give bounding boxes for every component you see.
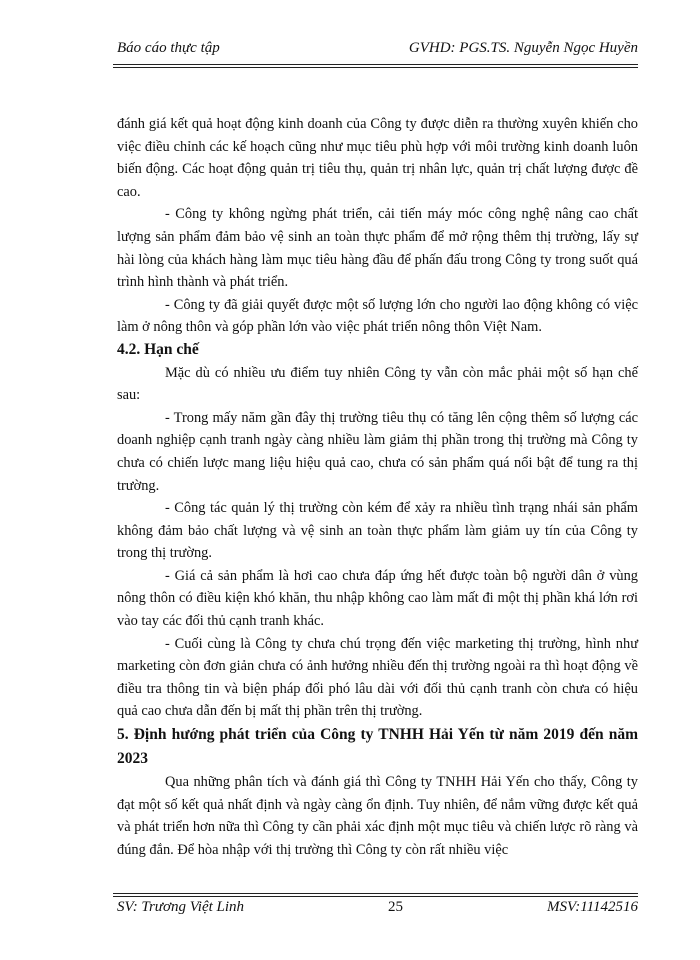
section-heading-5: 5. Định hướng phát triển của Công ty TNHH Hải Yến từ năm 2019 đến năm 2023 — [117, 726, 638, 768]
page-footer — [117, 899, 638, 916]
header-supervisor: GVHD: PGS.TS. Nguyễn Ngọc Huyền — [408, 40, 638, 56]
section-heading-4-2: 4.2. Hạn chế — [117, 340, 199, 358]
paragraph: - Giá cả sản phẩm là hơi cao chưa đáp ứng hết được toàn bộ người dân ở vùng nông thôn có điều kiện khó khăn, thu nhập không cao làm mất đi một thị phần khá lớn rơi vào tay các đối thủ cạnh tranh khác. — [117, 567, 638, 630]
footer-student-id: MSV:11142516 — [547, 899, 638, 915]
paragraph: - Công ty đã giải quyết được một số lượng lớn cho người lao động không có việc làm ở nông thôn và góp phần lớn vào việc phát triển nông thôn Việt Nam. — [117, 296, 638, 336]
header-divider — [113, 64, 638, 68]
page-number: 25 — [388, 899, 404, 915]
document-body — [117, 113, 638, 861]
header-report-title: Báo cáo thực tập — [117, 40, 220, 56]
paragraph: - Trong mấy năm gần đây thị trường tiêu thụ có tăng lên cộng thêm số lượng các doanh nghiệp cạnh tranh ngày càng nhiều làm giảm thị phần trong thị trường mà Công ty chưa có chiến lược mang liệu hiệu quả cao, chưa có sản phẩm quá nổi bật để tung ra thị trường. — [117, 409, 638, 494]
footer-student: SV: Trương Việt Linh — [117, 899, 245, 915]
page-header — [117, 40, 638, 57]
paragraph: - Cuối cùng là Công ty chưa chú trọng đến việc marketing thị trường, hình như marketing còn đơn giản chưa có ảnh hưởng nhiều đến thị trường ngoài ra thì hoạt động về điều tra thông tin và biện pháp đối phó lâu dài với đối thủ cạnh tranh còn chưa có hiệu quả cao chưa dẫn đến bị mất thị phần trên thị trường. — [117, 635, 638, 720]
paragraph: - Công ty không ngừng phát triển, cải tiến máy móc công nghệ nâng cao chất lượng sản phẩm đảm bảo vệ sinh an toàn thực phẩm để mở rộng thêm thị trường, lấy sự hài lòng của khách hàng làm mục tiêu hàng đầu để phấn đấu trong Công ty trong suốt quá trình hình thành và phát triển. — [117, 206, 638, 291]
footer-divider — [113, 893, 638, 897]
paragraph: Qua những phân tích và đánh giá thì Công ty TNHH Hải Yến cho thấy, Công ty đạt một số kết quả nhất định và ngày càng ổn định. Tuy nhiên, để nắm vững được kết quả và phát triển hơn nữa thì Công ty cần phải xác định một mục tiêu và chiến lược rõ ràng và đúng đắn. Để hòa nhập với thị trường thì Công ty còn rất nhiều việc — [117, 774, 638, 858]
paragraph: đánh giá kết quả hoạt động kinh doanh của Công ty được diễn ra thường xuyên khiến cho việc điều chỉnh các kế hoạch cũng như mục tiêu phù hợp với môi trường kinh doanh luôn biến động. Các hoạt động quản trị tiêu thụ, quản trị nhân lực, quản trị chất lượng được đề cao. — [117, 116, 638, 200]
paragraph: - Công tác quản lý thị trường còn kém để xảy ra nhiều tình trạng nhái sản phẩm không đảm bảo chất lượng và vệ sinh an toàn thực phẩm làm giảm uy tín của Công ty trong thị trường. — [117, 500, 638, 562]
paragraph: Mặc dù có nhiều ưu điểm tuy nhiên Công ty vẫn còn mắc phải một số hạn chế sau: — [117, 364, 638, 404]
